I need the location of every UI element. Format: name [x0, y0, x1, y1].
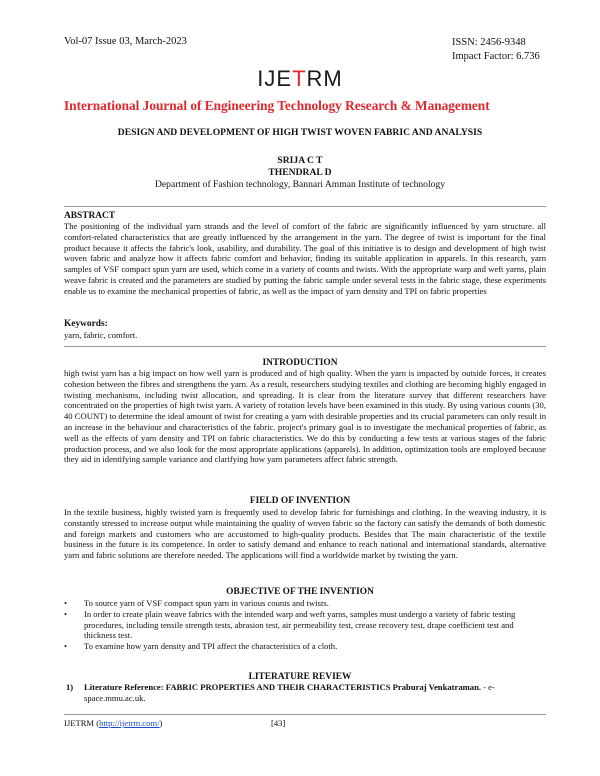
header-issn: ISSN: 2456-9348 [452, 37, 526, 48]
literature-heading: LITERATURE REVIEW [248, 672, 352, 682]
introduction-heading: INTRODUCTION [262, 358, 338, 368]
author-2: THENDRAL D [268, 167, 332, 178]
keywords-heading: Keywords: [64, 319, 108, 329]
bullet: • [64, 641, 68, 652]
literature-reference-bold: Literature Reference: FABRIC PROPERTIES AND THEIR CHARACTERISTICS Praburaj Venkatraman. [84, 682, 482, 692]
objective-item [64, 641, 546, 652]
objective-heading: OBJECTIVE OF THE INVENTION [226, 587, 374, 597]
field-heading: FIELD OF INVENTION [249, 496, 351, 506]
header-right [452, 36, 540, 64]
objective-item [64, 609, 546, 641]
logo-part-3: RM [306, 66, 343, 91]
objective-item-text: To source yarn of VSF compact spun yarn in various counts and twists. [84, 598, 329, 608]
footer-prefix: IJETRM ( [64, 718, 100, 728]
divider-top [64, 206, 546, 207]
footer-suffix: ) [159, 718, 163, 728]
objective-item-text: To examine how yarn density and TPI affect the characteristics of a cloth. [84, 641, 338, 652]
abstract-heading: ABSTRACT [64, 211, 116, 221]
footer-link[interactable]: http://ijetrm.com/ [99, 718, 160, 728]
divider-keywords [64, 346, 546, 347]
abstract-text: The positioning of the individual yarn strands and the level of comfort of the fabric are significantly influenced by yarn structure. all comfort-related characteristics that are greatly influenced by the arrangement in the yarn. The degree of twist is important for the final product because it affects the fabric's look, usability, and durability. The goal of this initiative is to design and development of high twist woven fabric and analyze how it affects fabric comfort and behavior, finding its suitable application in apparels. In this research, yarn samples of VSF compact spun yarn are used, which come in a variety of counts and twists. With the appropriate warp and weft yarns, plain weave fabric is created and the parameters are studied by putting the fabric sample under several tests in the fabric stage, these experiments enable us to examine the mechanical properties of fabric, as well as the impact of yarn density and TPI on fabric properties [64, 221, 546, 296]
page-number: [43] [271, 718, 286, 728]
author-1: SRIJA C T [277, 155, 323, 166]
logo-part-1: IJE [257, 66, 293, 91]
keywords-text: yarn, fabric, comfort. [64, 330, 138, 340]
authors [0, 155, 600, 179]
affiliation: Department of Fashion technology, Bannari Amman Institute of technology [154, 179, 446, 190]
field-text: In the textile business, highly twisted yarn is frequently used to develop fabric for furnishings and clothing. In the weaving industry, it is constantly stressed to increase output while maintaining the quality of woven fabric so the factory can satisfy the demands of both domestic and foreign markets and customers who are accustomed to high-quality products. Besides that The main characteristic of the textile business in the future is its competence. In order to satisfy demand and enhance to reach national and international standards, alternative yarn and fabric solutions are therefore needed. The applications will find a worldwide market by twisting the yarn. [64, 507, 546, 561]
header-volume: Vol-07 Issue 03, March-2023 [64, 36, 187, 47]
paper-title: DESIGN AND DEVELOPMENT OF HIGH TWIST WOVEN FABRIC AND ANALYSIS [117, 127, 483, 138]
bullet: • [64, 598, 68, 608]
objective-item [64, 598, 546, 609]
bullet: • [64, 608, 68, 619]
logo-part-2: T [292, 66, 307, 91]
objective-list [64, 598, 546, 652]
literature-item-number: 1) [66, 682, 74, 692]
footer [64, 718, 162, 728]
journal-title: International Journal of Engineering Technology Research & Management [64, 98, 490, 113]
literature-reference-source: - e-space.mmu.ac.uk. [84, 682, 495, 703]
divider-footer [64, 714, 546, 715]
journal-logo [0, 66, 600, 92]
header-impact-factor: Impact Factor: 6.736 [452, 51, 540, 62]
objective-item-text: In order to create plain weave fabrics with the intended warp and weft yarns, samples must undergo a variety of fabric testing procedures, including tensile strength tests, abrasion test, air permeability test, crease recovery test, drape coefficient test and thickness test. [84, 608, 516, 641]
introduction-text: high twist yarn has a big impact on how well yarn is produced and of high quality. When the yarn is impacted by outside forces, it creates cohesion between the fibres and strengthens the yarn. As a result, researchers studying textiles and clothing are becoming highly engaged in twisting mechanisms, including twist allocation, and spreading. It is clear from the literature survey that different researchers have concentrated on the properties of high twist yarn. A variety of rotation levels have been examined in this study. By using various counts (30, 40 COUNT) to determine the ideal amount of twist for creating a yarn with desirable properties and its crucial parameters can only result in an increase in the behaviour and characteristics of the fabric. project's primary goal is to investigate the mechanical properties of fabric, as well as the effects of yarn density and TPI on fabric characteristics. We do this by conducting a few tests at various stages of the fabric production process, and we also look for the most appropriate applications (apparels). In addition, optimization tools are employed because they aid in identifying sample variance and clarifying how yarn parameters affect fabric strength. [64, 368, 546, 465]
